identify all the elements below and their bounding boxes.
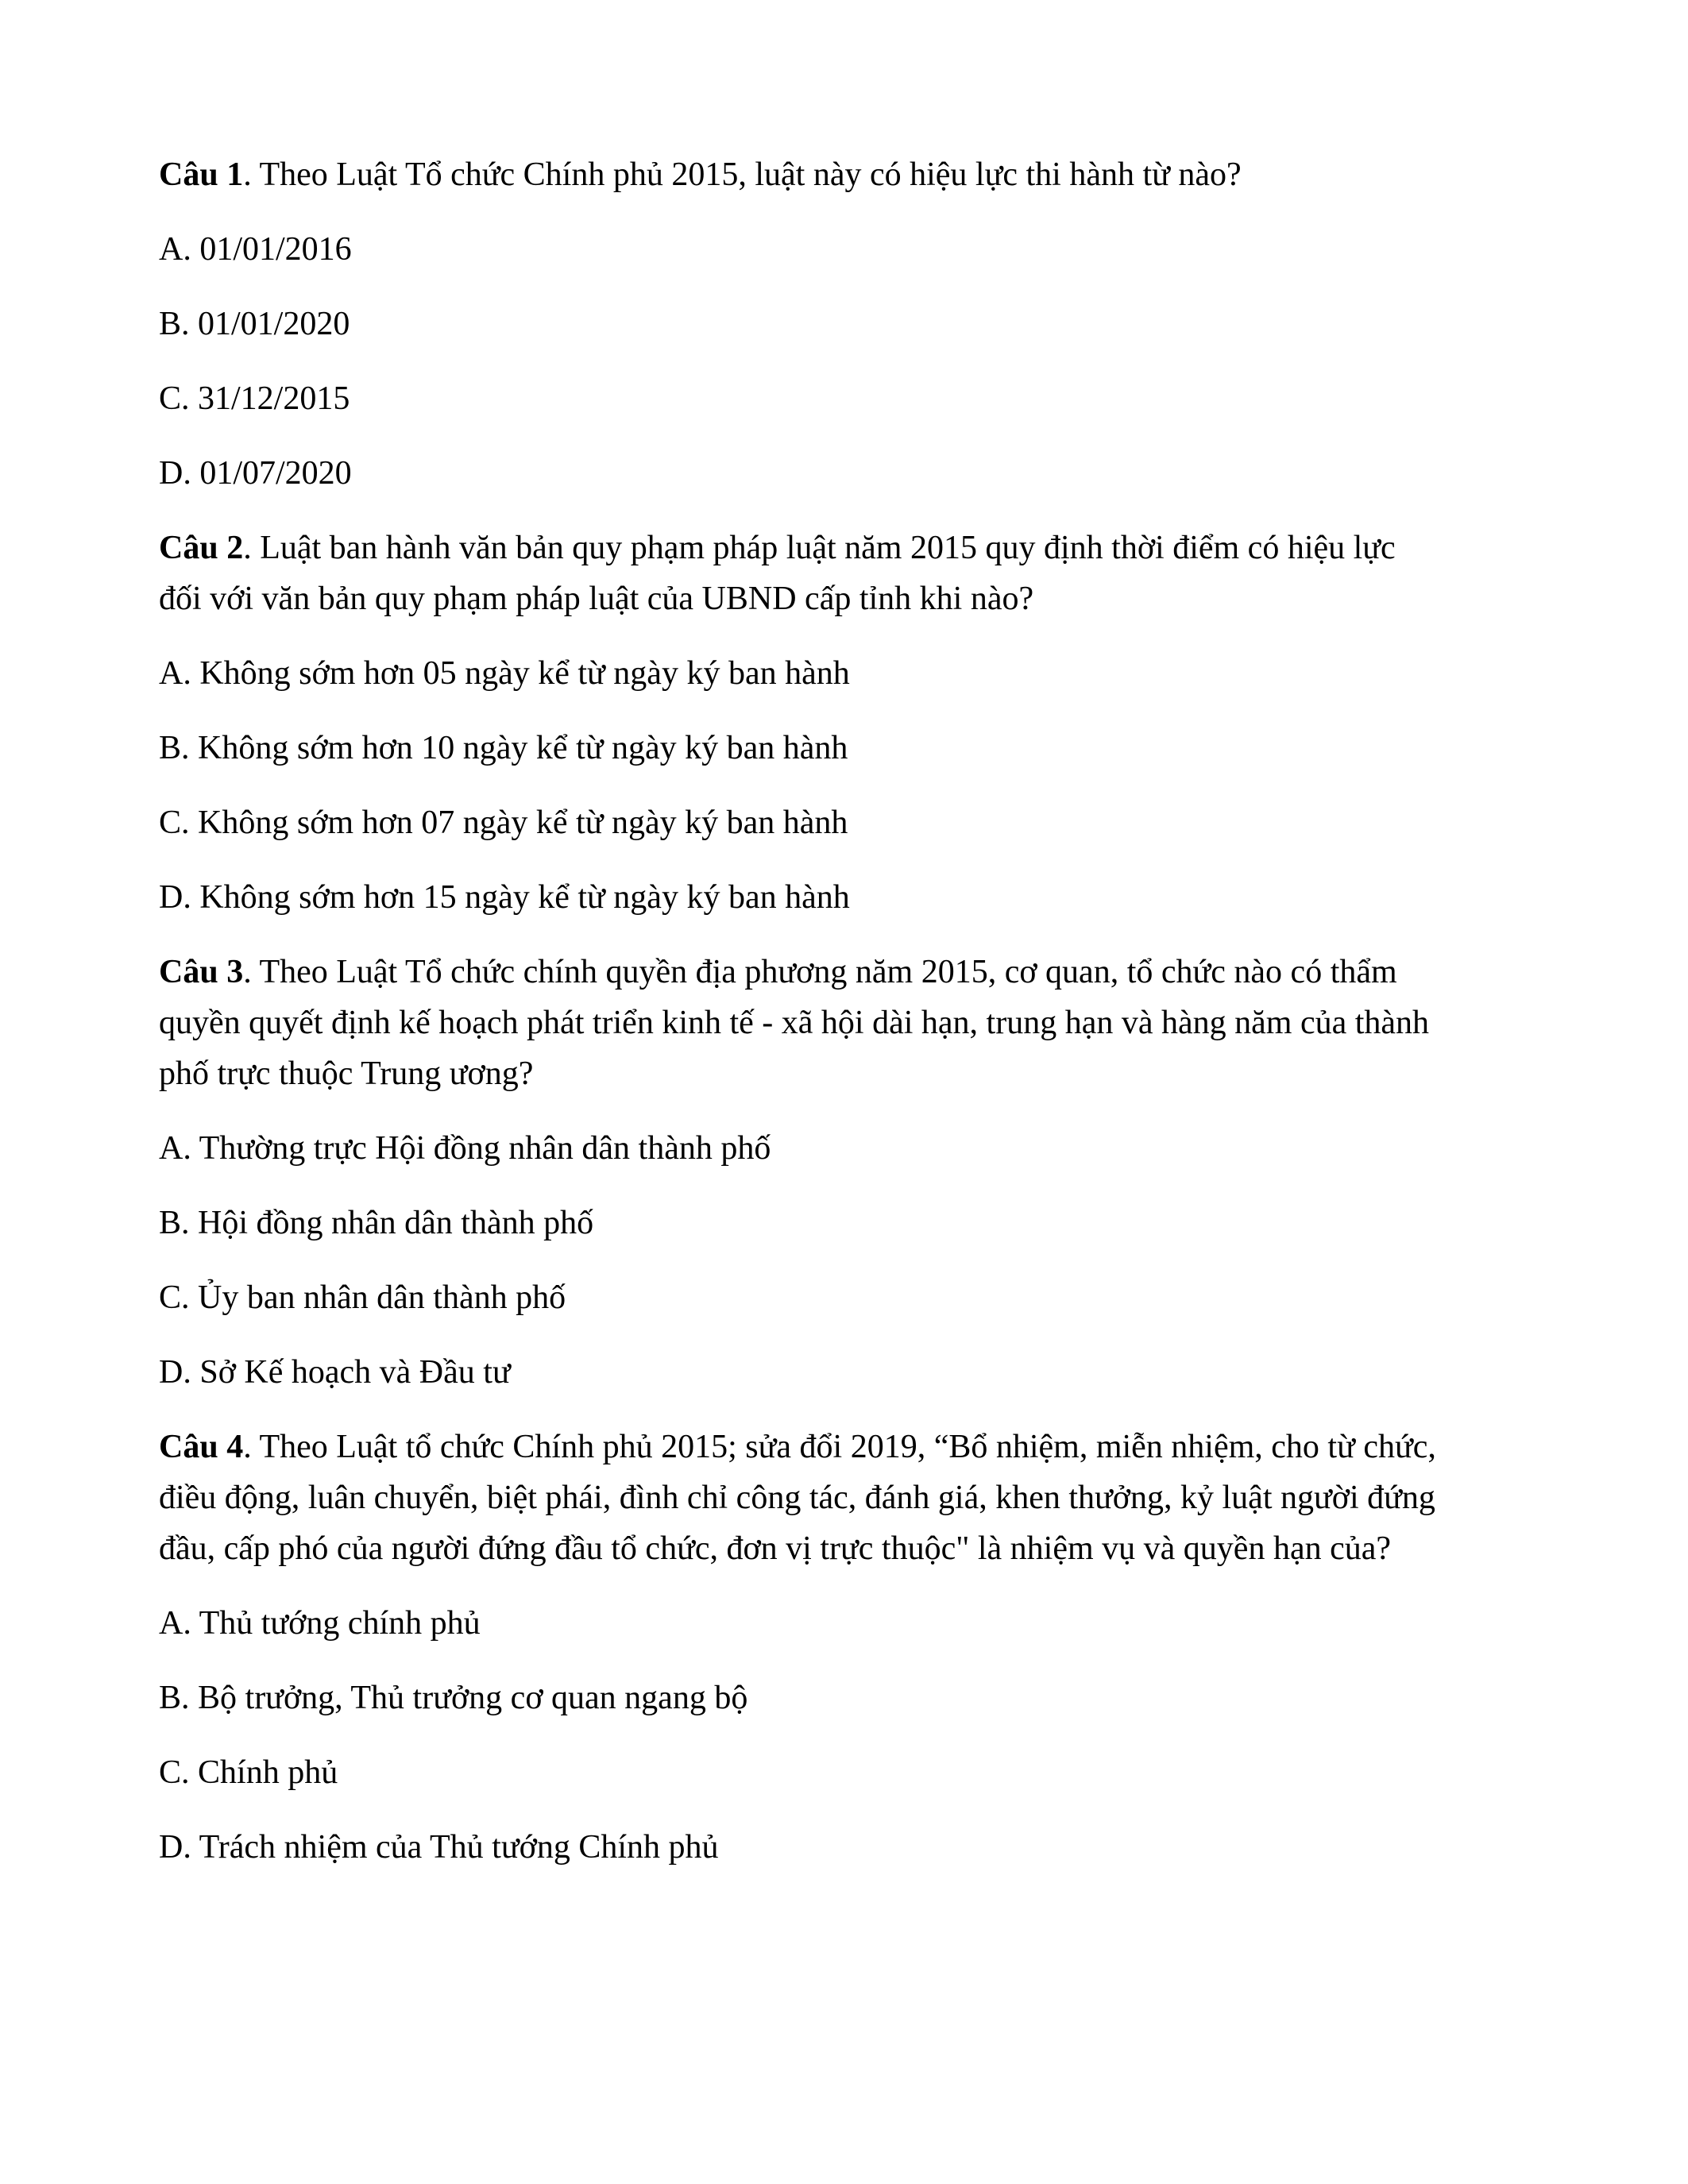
question-label: Câu 3: [159, 954, 244, 990]
answer-option: A. Thường trực Hội đồng nhân dân thành phố: [159, 1130, 771, 1167]
answer-option: D. Không sớm hơn 15 ngày kể từ ngày ký ban hành: [159, 879, 850, 916]
answer-option: A. Không sớm hơn 05 ngày kể từ ngày ký ban hành: [159, 655, 850, 692]
question-text-line: [159, 947, 1541, 997]
question-label: Câu 2: [159, 530, 244, 566]
question-text: . Theo Luật Tổ chức Chính phủ 2015, luật này có hiệu lực thi hành từ nào?: [243, 156, 1242, 193]
document-page: [159, 149, 1541, 1897]
answer-option: D. Sở Kế hoạch và Đầu tư: [159, 1354, 511, 1391]
answer-option: C. Chính phủ: [159, 1754, 338, 1791]
question-text: điều động, luân chuyển, biệt phái, đình chỉ công tác, đánh giá, khen thưởng, kỷ luật người đứng: [159, 1480, 1435, 1516]
answer-option: A. Thủ tướng chính phủ: [159, 1605, 481, 1642]
answer-option: A. 01/01/2016: [159, 231, 352, 268]
question-text: . Theo Luật Tổ chức chính quyền địa phương năm 2015, cơ quan, tổ chức nào có thẩm: [243, 954, 1397, 990]
answer-option: C. Không sớm hơn 07 ngày kể từ ngày ký ban hành: [159, 805, 848, 841]
answer-option: C. 31/12/2015: [159, 380, 350, 417]
question-label: Câu 4: [159, 1429, 244, 1465]
question-text-line: [159, 1048, 1541, 1099]
question-4: [159, 1422, 1541, 1574]
question-text-line: [159, 523, 1541, 573]
question-text: phố trực thuộc Trung ương?: [159, 1055, 534, 1092]
question-1: [159, 149, 1541, 200]
answer-option: B. Hội đồng nhân dân thành phố: [159, 1205, 594, 1241]
answer-option: B. 01/01/2020: [159, 306, 350, 342]
question-text-line: [159, 573, 1541, 624]
question-text: đầu, cấp phó của người đứng đầu tổ chức, đơn vị trực thuộc" là nhiệm vụ và quyền hạn của?: [159, 1530, 1392, 1567]
answer-option: C. Ủy ban nhân dân thành phố: [159, 1279, 566, 1316]
question-text-line: [159, 149, 1541, 200]
question-label: Câu 1: [159, 156, 244, 193]
answer-option: D. 01/07/2020: [159, 455, 352, 492]
question-text: đối với văn bản quy phạm pháp luật của UBND cấp tỉnh khi nào?: [159, 581, 1034, 617]
question-text: . Luật ban hành văn bản quy phạm pháp luật năm 2015 quy định thời điểm có hiệu lực: [243, 530, 1396, 566]
answer-option: B. Bộ trưởng, Thủ trưởng cơ quan ngang bộ: [159, 1680, 748, 1716]
question-text-line: [159, 1523, 1541, 1574]
question-text-line: [159, 1422, 1541, 1472]
answer-option: B. Không sớm hơn 10 ngày kể từ ngày ký ban hành: [159, 730, 848, 766]
question-3: [159, 947, 1541, 1099]
question-2: [159, 523, 1541, 624]
question-text: . Theo Luật tổ chức Chính phủ 2015; sửa đổi 2019, “Bổ nhiệm, miễn nhiệm, cho từ chức,: [243, 1429, 1436, 1465]
question-text-line: [159, 997, 1541, 1048]
question-text-line: [159, 1472, 1541, 1523]
answer-option: D. Trách nhiệm của Thủ tướng Chính phủ: [159, 1829, 719, 1866]
question-text: quyền quyết định kế hoạch phát triển kinh tế - xã hội dài hạn, trung hạn và hàng năm của thành: [159, 1005, 1430, 1041]
